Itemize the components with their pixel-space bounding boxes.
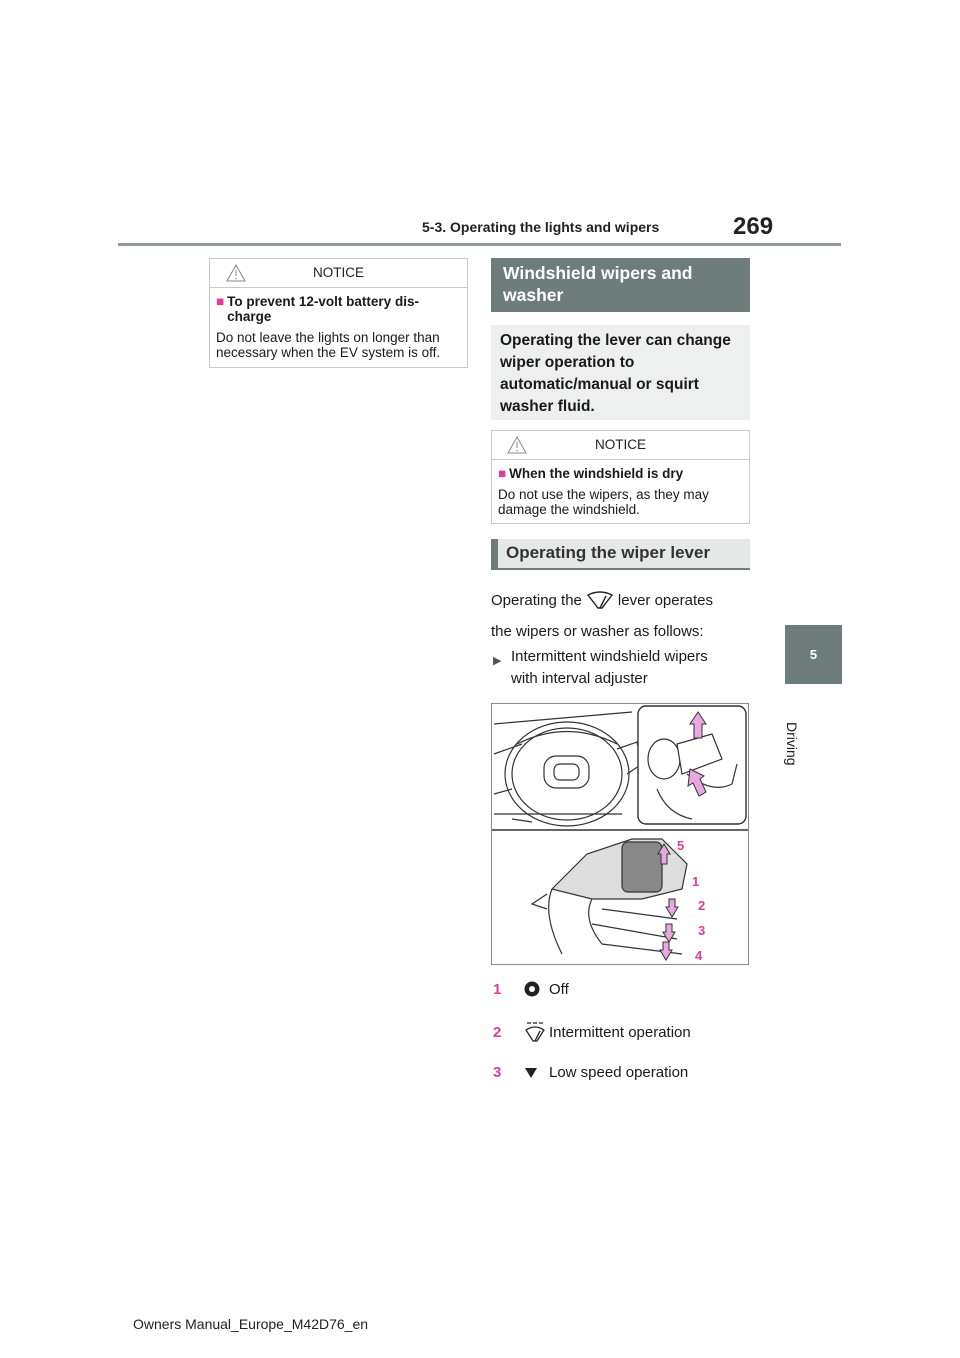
header-rule [118,243,841,246]
notice-box-dry [491,430,750,524]
callout-2: 2 [698,898,706,913]
wiper-lever-figure [491,703,749,965]
para-part2: lever operates [617,592,713,609]
wiper-symbol-icon [582,590,618,612]
footer-text: Owners Manual_Europe_M42D76_en [133,1316,369,1332]
intermittent-wiper-icon [523,1021,549,1043]
bullet-line1: Intermittent windshield wipers [511,648,708,665]
notice-subheading [498,466,743,481]
notice-header [492,431,749,460]
notice-subheading-text: To prevent 12-volt battery dis-charge [227,294,419,324]
page-number: 269 [733,213,774,240]
square-bullet-icon: ■ [498,466,507,481]
list-number: 3 [493,1064,502,1081]
notice-subheading-text: When the windshield is dry [509,466,684,481]
triangle-bullet-icon: ▶ [493,655,502,667]
notice-box-battery [209,258,468,368]
section-heading-lever: Operating the wiper lever [491,539,750,570]
callout-1: 1 [692,874,700,889]
section-intro: Operating the lever can change wiper operation to automatic/manual or squirt washer fluid. [491,325,750,420]
notice-text: Do not leave the lights on longer than necessary when the EV system is off. [216,330,441,360]
chapter-number: 5 [809,647,818,662]
list-number: 2 [493,1023,502,1041]
list-label: Low speed operation [549,1064,689,1081]
callout-5: 5 [677,838,685,853]
chapter-tab [785,625,842,684]
para-part1: Operating the [491,592,582,609]
list-item [493,980,569,998]
section-title: 5-3. Operating the lights and wipers [422,219,660,235]
callout-4: 4 [695,948,703,963]
off-icon [523,980,549,998]
list-item [493,1021,691,1043]
list-label: Off [549,980,569,998]
notice-header [210,259,467,288]
notice-heading: NOTICE [312,265,364,280]
chapter-label: Driving [784,722,800,766]
bullet-line2: with interval adjuster [511,670,648,687]
notice-subheading [216,294,461,324]
chapter-label-wrap [784,722,844,766]
wiper-lever-illustration [492,704,748,964]
square-bullet-icon: ■ [216,294,225,309]
lever-paragraph [491,590,751,643]
bullet-item [493,646,753,690]
list-item [493,1064,688,1081]
section-heading-wipers: Windshield wipers and washer [491,258,750,312]
list-label: Intermittent operation [549,1023,691,1041]
callout-3: 3 [698,923,706,938]
list-number: 1 [493,980,502,998]
low-speed-triangle-icon [523,1066,549,1080]
notice-heading: NOTICE [594,437,646,452]
notice-text: Do not use the wipers, as they may damage the windshield. [498,487,709,517]
para-line2: the wipers or washer as follows: [491,623,704,640]
